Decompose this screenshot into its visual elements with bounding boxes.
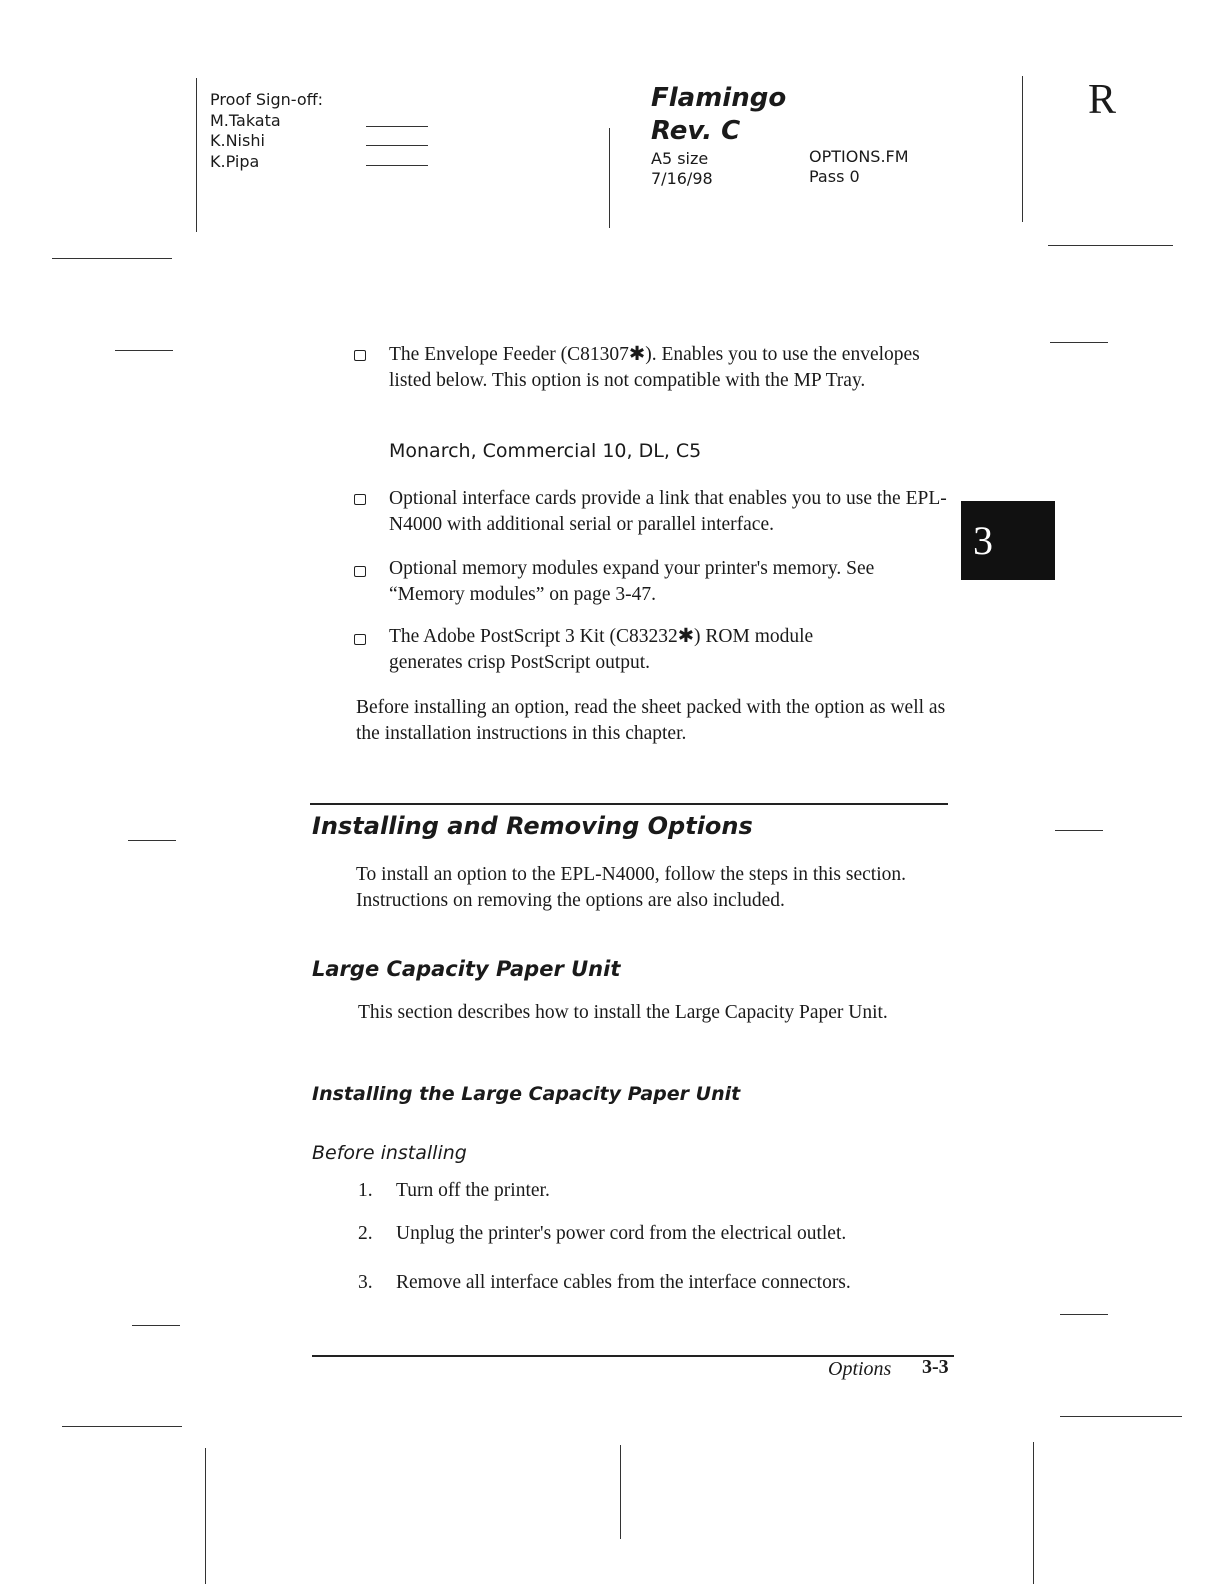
crop-mark	[1060, 1314, 1108, 1315]
step-text: Unplug the printer's power cord from the electrical outlet.	[396, 1223, 847, 1244]
list-item: The Adobe PostScript 3 Kit (C83232✱) ROM module generates crisp PostScript output.	[389, 626, 814, 673]
list-item: The Envelope Feeder (C81307✱). Enables you to use the envelopes listed below. This option is not compatible with the MP Tray.	[389, 344, 920, 391]
section-heading: Installing and Removing Options	[312, 812, 753, 840]
subsection-intro: This section describes how to install the Large Capacity Paper Unit.	[358, 1002, 888, 1023]
corner-mark: R	[1088, 77, 1117, 123]
page-size: A5 size	[651, 149, 709, 168]
revision: Rev. C	[651, 116, 741, 146]
proof-signoff	[210, 90, 323, 172]
list-item: Optional interface cards provide a link that enables you to use the EPL-N4000 with additional serial or parallel interface.	[389, 488, 947, 535]
crop-mark	[1060, 1416, 1182, 1417]
signoff-line	[366, 126, 428, 127]
signer-name: K.Nishi	[210, 131, 265, 150]
crop-mark	[1055, 830, 1103, 831]
footer-chapter: Options	[828, 1358, 892, 1380]
file-name: OPTIONS.FM	[809, 147, 909, 166]
step-number: 3.	[358, 1272, 373, 1293]
list-item: Optional memory modules expand your printer's memory. See “Memory modules” on page 3-47.	[389, 558, 875, 605]
before-installing-heading: Before installing	[312, 1142, 467, 1164]
footer-rule	[312, 1355, 954, 1357]
doc-meta-left	[651, 149, 713, 189]
crop-mark	[1033, 1442, 1034, 1584]
signoff-line	[366, 165, 428, 166]
crop-mark	[132, 1325, 180, 1326]
step-number: 2.	[358, 1223, 373, 1244]
step-number: 1.	[358, 1180, 373, 1201]
crop-mark	[620, 1445, 621, 1539]
subsubsection-heading: Installing the Large Capacity Paper Unit	[312, 1083, 741, 1105]
step-text: Turn off the printer.	[396, 1180, 550, 1201]
step-item	[358, 1270, 851, 1296]
pass-label: Pass 0	[809, 167, 860, 186]
chapter-number: 3	[973, 518, 993, 563]
signoff-line	[366, 145, 428, 146]
chapter-tab	[961, 501, 1055, 580]
step-text: Remove all interface cables from the interface connectors.	[396, 1272, 851, 1293]
crop-mark	[62, 1426, 182, 1427]
bullet-icon	[354, 634, 366, 645]
crop-mark	[1050, 342, 1108, 343]
section-rule	[310, 803, 948, 805]
crop-mark	[52, 258, 172, 259]
step-item	[358, 1221, 846, 1247]
bullet-icon	[354, 494, 366, 505]
bullet-icon	[354, 566, 366, 577]
signer-name: M.Takata	[210, 110, 281, 130]
crop-mark	[115, 350, 173, 351]
project-name: Flamingo	[651, 83, 787, 113]
signer-name: K.Pipa	[210, 151, 260, 171]
section-intro: To install an option to the EPL-N4000, follow the steps in this section. Instructions on removing the options are also included.	[356, 864, 906, 911]
page-number: 3-3	[922, 1356, 949, 1378]
project-title	[651, 82, 786, 148]
before-install-note: Before installing an option, read the sheet packed with the option as well as the installation instructions in this chapter.	[356, 697, 946, 744]
crop-mark	[128, 840, 176, 841]
doc-meta-right	[809, 147, 909, 187]
signoff-label: Proof Sign-off:	[210, 90, 324, 109]
subsection-heading: Large Capacity Paper Unit	[312, 957, 621, 981]
crop-mark	[205, 1448, 206, 1584]
step-item	[358, 1178, 550, 1204]
bullet-icon	[354, 350, 366, 361]
crop-mark	[1048, 245, 1173, 246]
envelope-types: Monarch, Commercial 10, DL, C5	[389, 440, 702, 462]
doc-date: 7/16/98	[651, 169, 713, 188]
